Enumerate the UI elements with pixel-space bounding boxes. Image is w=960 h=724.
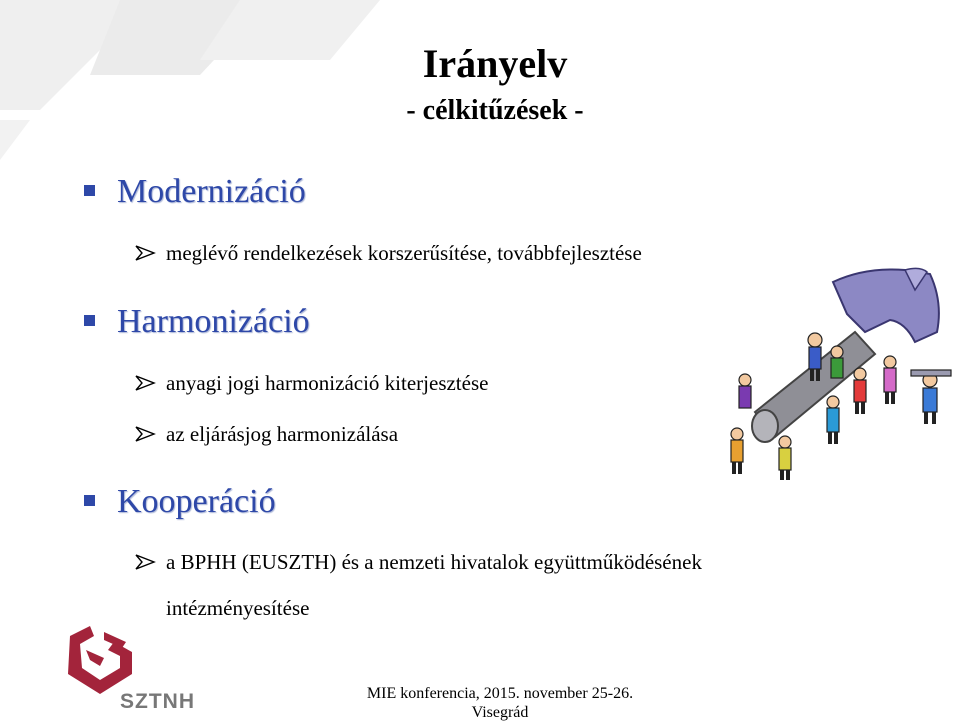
heading-text: Harmonizáció: [117, 303, 310, 340]
slide-subtitle: - célkitűzések -: [406, 95, 584, 126]
logo-text: SZTNH: [120, 690, 195, 713]
bullet-text: a BPHH (EUSZTH) és a nemzeti hivatalok együttműködésének: [166, 550, 702, 574]
arrow-bullet-icon: [134, 374, 156, 392]
section-heading-modernizacio: [84, 172, 306, 212]
arrow-bullet-icon: [134, 244, 156, 262]
footer-event: MIE konferencia, 2015. november 25-26.: [366, 685, 634, 702]
square-bullet-icon: [84, 495, 95, 506]
arrow-bullet-icon: [134, 553, 156, 571]
bullet-continuation: intézményesítése: [166, 596, 310, 620]
square-bullet-icon: [84, 185, 95, 196]
square-bullet-icon: [84, 315, 95, 326]
bullet-item: [134, 549, 702, 575]
slide-title: Irányelv: [422, 41, 568, 86]
bullet-item: [134, 421, 398, 447]
arrow-bullet-icon: [134, 425, 156, 443]
bullet-item: [134, 370, 488, 396]
bullet-text: az eljárásjog harmonizálása: [166, 422, 399, 446]
bullet-item: [134, 240, 642, 266]
bullet-text: meglévő rendelkezések korszerűsítése, továbbfejlesztése: [166, 241, 642, 265]
footer: [330, 684, 670, 722]
bullet-text: anyagi jogi harmonizáció kiterjesztése: [166, 371, 489, 395]
heading-text: Modernizáció: [117, 173, 306, 210]
section-heading-kooperacio: [84, 482, 276, 522]
heading-text: Kooperáció: [117, 483, 276, 520]
footer-location: Visegrád: [471, 704, 529, 721]
teamwork-hammer-illustration: [715, 262, 955, 482]
section-heading-harmonizacio: [84, 302, 310, 342]
